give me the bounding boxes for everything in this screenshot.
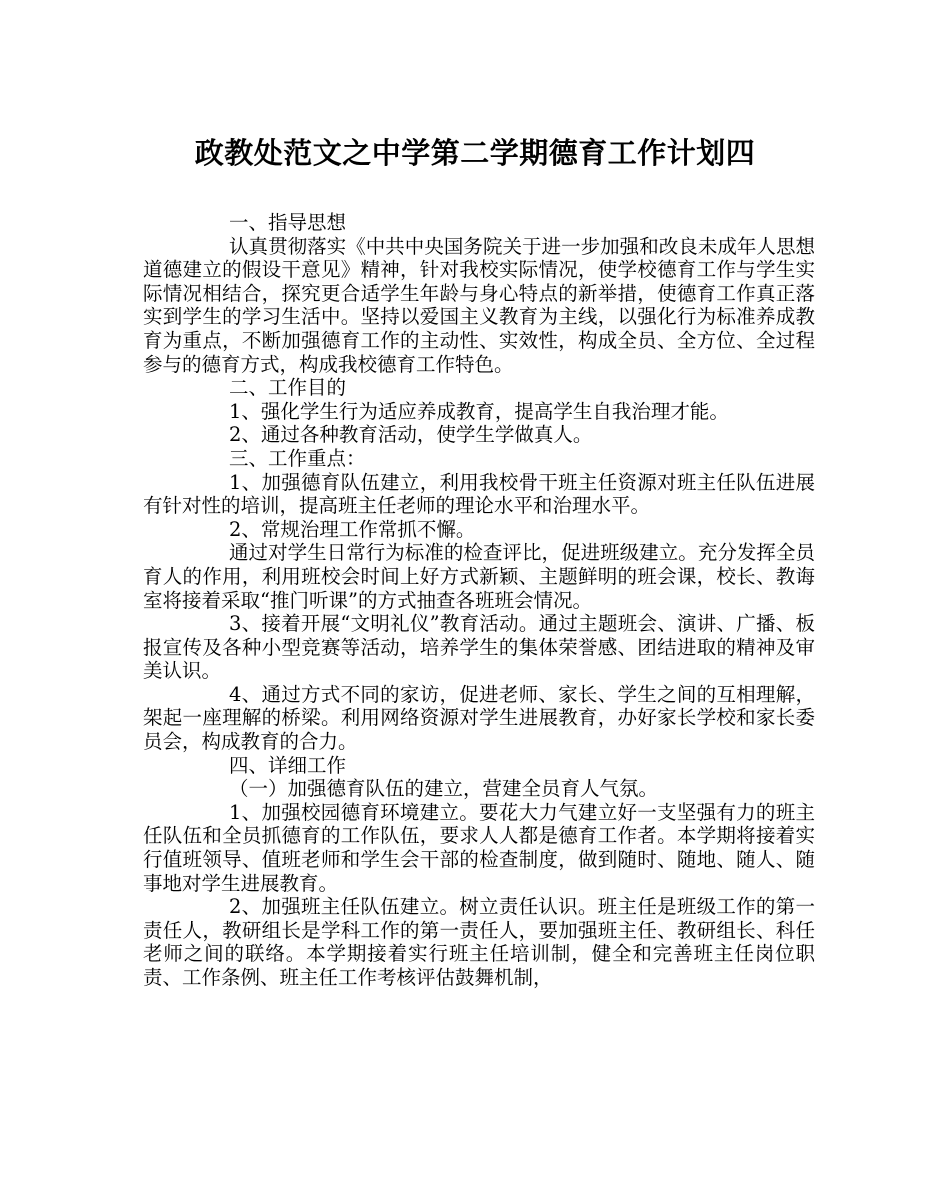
focus-item-2: 2、常规治理工作常抓不懈。	[229, 517, 476, 541]
focus-item-1: 1、加强德育队伍建立，利用我校骨干班主任资源对班主任队伍进展有针对性的培训，提高班主任老师的理论水平和治理水平。	[143, 470, 815, 518]
focus-item-2-detail: 通过对学生日常行为标准的检查评比，促进班级建立。充分发挥全员育人的作用，利用班校会时间上好方式新颖、主题鲜明的班会课，校长、教诲室将接着采取“推门听课”的方式抽查各班班会情况。	[143, 541, 815, 612]
heading-work-focus: 三、工作重点：	[229, 446, 366, 470]
heading-guiding-ideology: 一、指导思想	[229, 211, 347, 234]
subheading-team-building: （一）加强德育队伍的建立，营建全员育人气氛。	[229, 777, 659, 801]
heading-detailed-work: 四、详细工作	[229, 753, 347, 777]
work-item-1: 1、加强校园德育环境建立。要花大力气建立好一支坚强有力的班主任队伍和全员抓德育的工作队伍，要求人人都是德育工作者。本学期将接着实行值班领导、值班老师和学生会干部的检查制度，做到随时、随地、随人、随事地对学生进展教育。	[143, 800, 815, 895]
document-body	[143, 211, 815, 990]
focus-item-3: 3、接着开展“文明礼仪”教育活动。通过主题班会、演讲、广播、板报宣传及各种小型竞赛等活动，培养学生的集体荣誉感、团结进取的精神及审美认识。	[143, 612, 815, 683]
goal-item-2: 2、通过各种教育活动，使学生学做真人。	[229, 423, 593, 447]
heading-work-goals: 二、工作目的	[229, 376, 347, 400]
paragraph-guiding-ideology: 认真贯彻落实《中共中央国务院关于进一步加强和改良未成年人思想道德建立的假设干意见》精神，针对我校实际情况，使学校德育工作与学生实际情况相结合，探究更合适学生年龄与身心特点的新举措，使德育工作真正落实到学生的学习生活中。坚持以爱国主义教育为主线，以强化行为标准养成教育为重点，不断加强德育工作的主动性、实效性，构成全员、全方位、全过程参与的德育方式，构成我校德育工作特色。	[143, 234, 815, 376]
goal-item-1: 1、强化学生行为适应养成教育，提高学生自我治理才能。	[229, 399, 729, 423]
work-item-2: 2、加强班主任队伍建立。树立责任认识。班主任是班级工作的第一责任人，教研组长是学科工作的第一责任人，要加强班主任、教研组长、科任老师之间的联络。本学期接着实行班主任培训制，健全和完善班主任岗位职责、工作条例、班主任工作考核评估鼓舞机制，	[143, 895, 815, 989]
focus-item-4: 4、通过方式不同的家访，促进老师、家长、学生之间的互相理解，架起一座理解的桥梁。利用网络资源对学生进展教育，办好家长学校和家长委员会，构成教育的合力。	[143, 682, 815, 754]
document-title: 政教处范文之中学第二学期德育工作计划四	[194, 136, 756, 170]
